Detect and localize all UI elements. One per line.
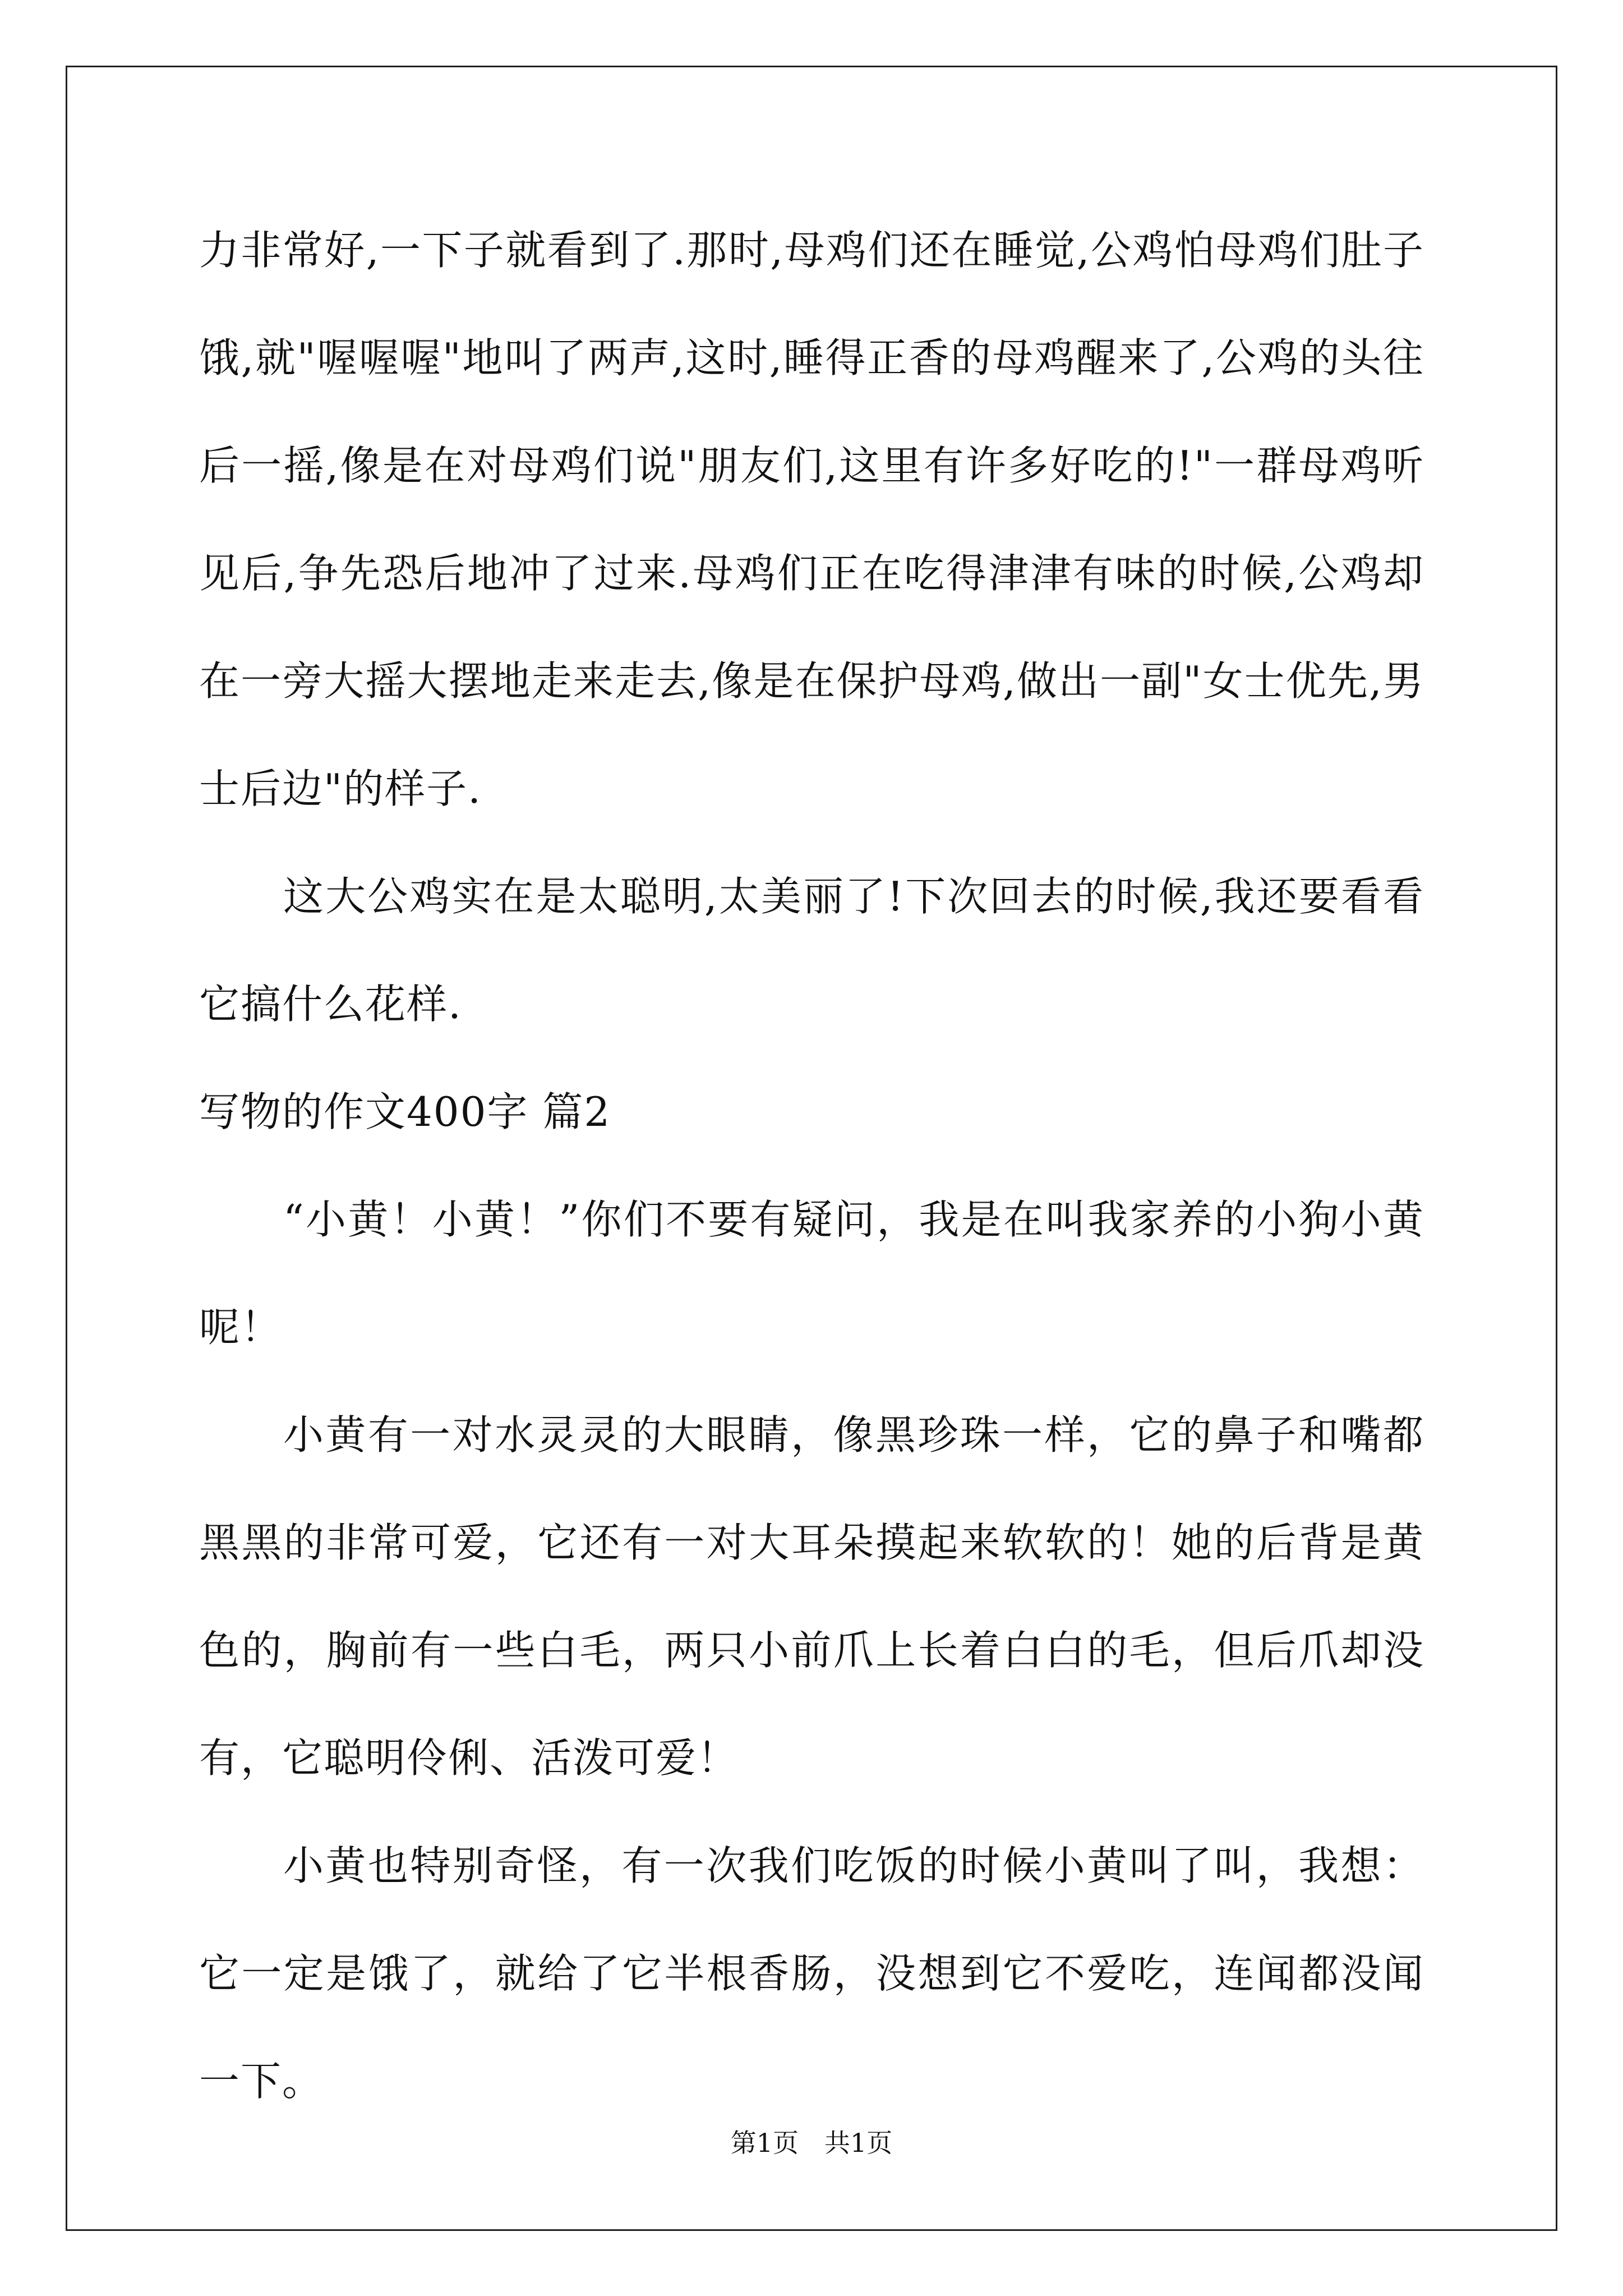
paragraph-dog-appearance: 小黄有一对水灵灵的大眼睛，像黑珍珠一样，它的鼻子和嘴都黑黑的非常可爱，它还有一对大耳朵摸起来软软的！她的后背是黄色的，胸前有一些白毛，两只小前爪上长着白白的毛，但后爪却没有，它聪明伶俐、活泼可爱！ [199, 1411, 1424, 1782]
paragraph-dog-intro: “小黄！小黄！”你们不要有疑问，我是在叫我家养的小狗小黄呢！ [199, 1196, 1424, 1351]
paragraph-rooster-conclusion: 这大公鸡实在是太聪明,太美丽了!下次回去的时候,我还要看看它搞什么花样. [199, 873, 1424, 1028]
document-body [199, 196, 1424, 2135]
section-heading: 写物的作文400字 篇2 [199, 1088, 611, 1135]
paragraph-rooster-continued: 力非常好,一下子就看到了.那时,母鸡们还在睡觉,公鸡怕母鸡们肚子饿,就"喔喔喔"地叫了两声,这时,睡得正香的母鸡醒来了,公鸡的头往后一摇,像是在对母鸡们说"朋友们,这里有许多好吃的!"一群母鸡听见后,争先恐后地冲了过来.母鸡们正在吃得津津有味的时候,公鸡却在一旁大摇大摆地走来走去,像是在保护母鸡,做出一副"女士优先,男士后边"的样子. [199, 227, 1424, 812]
paragraph-dog-behavior: 小黄也特别奇怪，有一次我们吃饭的时候小黄叫了叫，我想：它一定是饿了，就给了它半根香肠，没想到它不爱吃，连闻都没闻一下。 [199, 1842, 1424, 2105]
page-number-footer: 第1页 共1页 [730, 2128, 893, 2158]
